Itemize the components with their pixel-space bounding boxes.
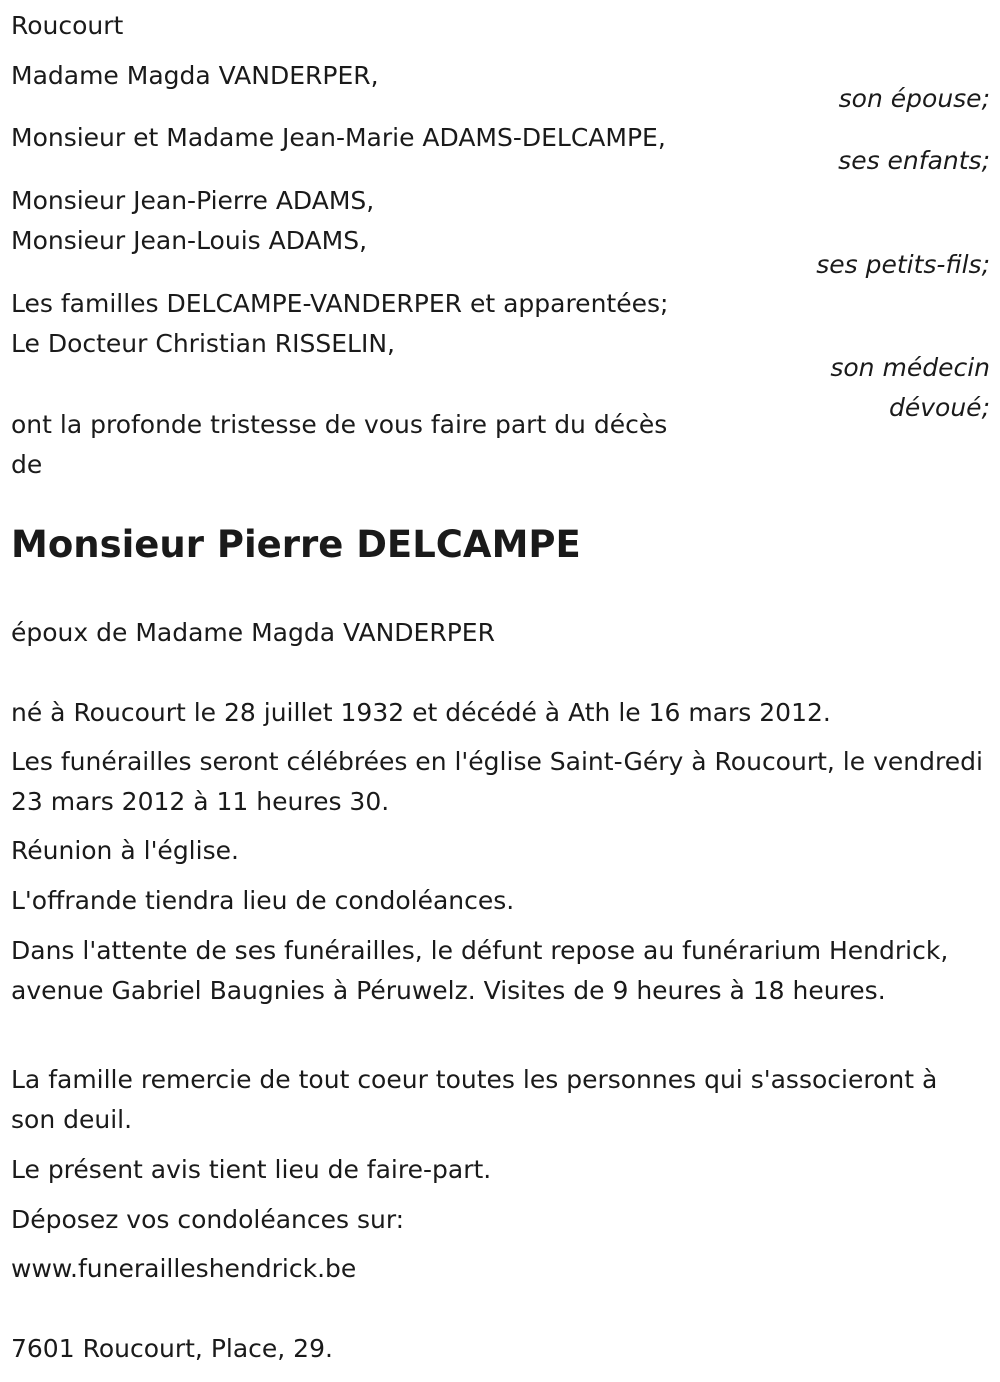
offering-note: L'offrande tiendra lieu de condoléances. [11, 886, 515, 915]
relation-spouse: son épouse; [838, 84, 990, 113]
birth-death-line: né à Roucourt le 28 juillet 1932 et décédé à Ath le 16 mars 2012. [11, 698, 831, 727]
family-member-grandson-1: Monsieur Jean-Pierre ADAMS, [11, 186, 375, 215]
notice-statement: Le présent avis tient lieu de faire-part. [11, 1155, 492, 1184]
announcement-line-1: ont la profonde tristesse de vous faire part du décès [11, 410, 668, 439]
funerarium-info: Dans l'attente de ses funérailles, le défunt repose au funérarium Hendrick, avenue Gabriel Baugnies à Péruwelz. Visites de 9 heures à 18 heures. [11, 936, 949, 1005]
condolences-website-link[interactable]: www.funerailleshendrick.be [11, 1254, 357, 1283]
family-member-grandson-2: Monsieur Jean-Louis ADAMS, [11, 226, 368, 255]
announcement-line-2: de [11, 450, 43, 479]
family-member-spouse: Madame Magda VANDERPER, [11, 61, 379, 90]
location-header: Roucourt [11, 11, 124, 40]
meeting-place: Réunion à l'église. [11, 836, 239, 865]
relation-doctor-line-2: dévoué; [889, 393, 990, 422]
address-line: 7601 Roucourt, Place, 29. [11, 1334, 333, 1363]
relation-children: ses enfants; [838, 146, 990, 175]
family-thanks: La famille remercie de tout coeur toutes les personnes qui s'associeront à son deuil. [11, 1065, 938, 1134]
relation-doctor-line-1: son médecin [830, 353, 990, 382]
relation-grandsons: ses petits-fils; [816, 250, 990, 279]
family-line-doctor: Le Docteur Christian RISSELIN, [11, 329, 395, 358]
funeral-ceremony: Les funérailles seront célébrées en l'église Saint-Géry à Roucourt, le vendredi 23 mars 2012 à 11 heures 30. [11, 747, 983, 816]
family-member-children: Monsieur et Madame Jean-Marie ADAMS-DELCAMPE, [11, 123, 666, 152]
family-line-relatives: Les familles DELCAMPE-VANDERPER et apparentées; [11, 289, 669, 318]
deceased-name: Monsieur Pierre DELCAMPE [11, 523, 581, 566]
condolences-prompt: Déposez vos condoléances sur: [11, 1205, 405, 1234]
spouse-line: époux de Madame Magda VANDERPER [11, 618, 495, 647]
